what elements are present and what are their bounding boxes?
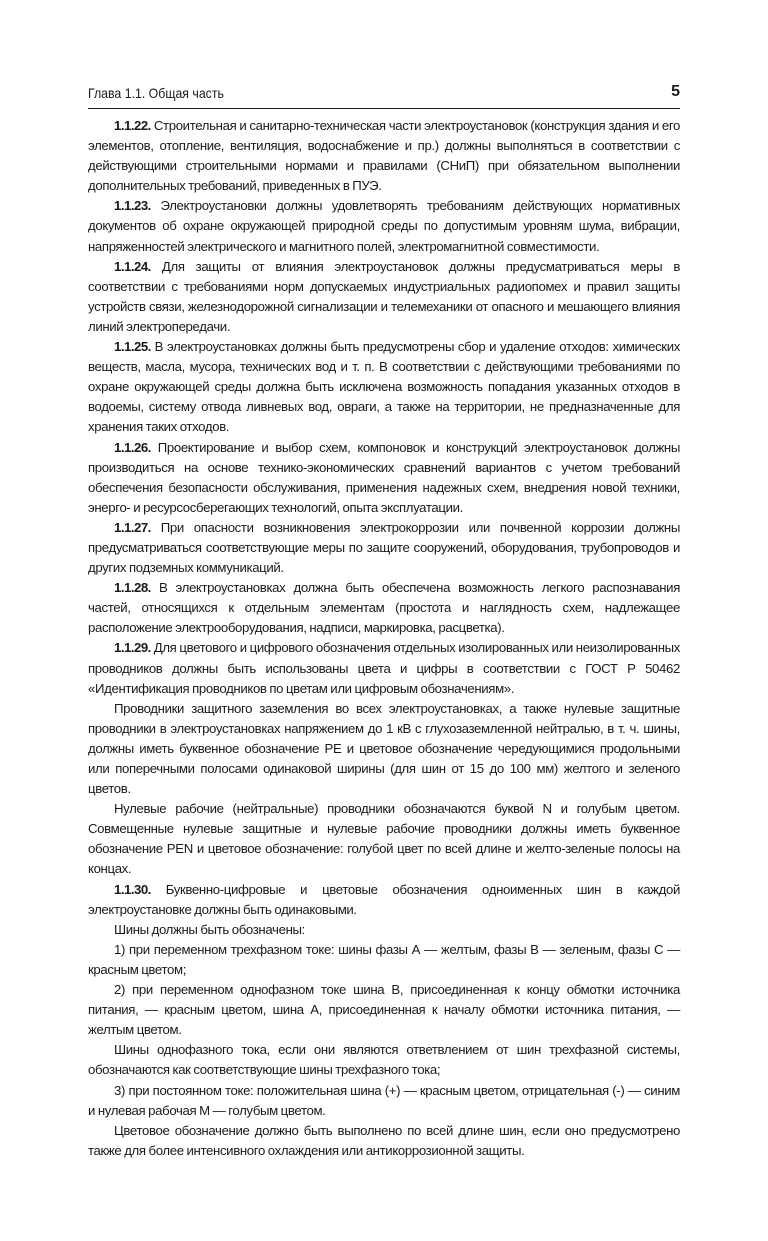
clause-number: 1.1.27. (114, 519, 151, 535)
paragraph-busbars-intro (88, 920, 680, 940)
paragraph-1-1-23 (88, 196, 680, 256)
clause-number: 1.1.23. (114, 198, 151, 214)
paragraph-text: Проектирование и выбор схем, компоновок и конструкций электроустановок должны производиться на основе технико-экономических сравнений вариантов с учетом требований обеспечения безопасности обслуживания, применения надежных схем, внедрения новой техники, энерго- и ресурсосберегающих технологий, опыта эксплуатации. (88, 439, 680, 515)
paragraph-text: Строительная и санитарно-техническая части электроустановок (конструкция здания и его элементов, отопление, вентиляция, водоснабжение и пр.) должны выполняться в соответствии с действующими строительными нормами и правилами (СНиП) при обязательном выполнении дополнительных требований, приведенных в ПУЭ. (88, 118, 680, 194)
paragraph-neutral-conductors (88, 799, 680, 879)
paragraph-text: Электроустановки должны удовлетворять требованиям действующих нормативных документов об охране окружающей природной среды по допустимым уровням шума, вибрации, напряженностей электрического и магнитного полей, электромагнитной совместимости. (88, 198, 680, 254)
page-body (88, 116, 680, 1161)
list-item-direct-current (88, 1081, 680, 1121)
paragraph-1-1-27 (88, 518, 680, 578)
paragraph-text: Шины должны быть обозначены: (114, 921, 305, 937)
paragraph-text: В электроустановках должна быть обеспечена возможность легкого распознавания частей, относящихся к отдельным элементам (простота и наглядность схем, надлежащее расположение электрооборудования, надписи, маркировка, расцветка). (88, 580, 680, 636)
clause-number: 1.1.29. (114, 640, 151, 656)
paragraph-text: 2) при переменном однофазном токе шина В, присоединенная к концу обмотки источника питания, — красным цветом, шина А, присоединенная к началу обмотки источника питания, — желтым цветом. (88, 982, 680, 1038)
paragraph-text: Проводники защитного заземления во всех электроустановках, а также нулевые защитные проводники в электроустановках напряжением до 1 кВ с глухозаземленной нейтралью, в т. ч. шины, должны иметь буквенное обозначение PE и цветовое обозначение чередующимися продольными или поперечными полосами одинаковой ширины (для шин от 15 до 100 мм) желтого и зеленого цветов. (88, 700, 680, 797)
paragraph-1-1-30 (88, 880, 680, 920)
clause-number: 1.1.28. (114, 580, 151, 596)
page-number: 5 (671, 83, 680, 100)
paragraph-1-1-29 (88, 638, 680, 698)
paragraph-text: Для защиты от влияния электроустановок должны предусматриваться меры в соответствии с требованиями норм допускаемых индустриальных радиопомех и правил защиты устройств связи, железнодорожной сигнализации и телемеханики от опасного и мешающего влияния линий электропередачи. (88, 258, 680, 334)
chapter-title: Глава 1.1. Общая часть (88, 85, 224, 101)
page-header (88, 82, 680, 109)
paragraph-text: Цветовое обозначение должно быть выполнено по всей длине шин, если оно предусмотрено также для более интенсивного охлаждения или антикоррозионной защиты. (88, 1122, 680, 1158)
clause-number: 1.1.25. (114, 339, 151, 355)
paragraph-text: В электроустановках должны быть предусмотрены сбор и удаление отходов: химических веществ, масла, мусора, технических вод и т. п. В соответствии с действующими требованиями по охране окружающей среды должна быть исключена возможность попадания указанных отходов в водоемы, систему отвода ливневых вод, овраги, а также на территории, не предназначенные для хранения таких отходов. (88, 339, 680, 435)
paragraph-text: 1) при переменном трехфазном токе: шины фазы А — желтым, фазы В — зеленым, фазы С — красным цветом; (88, 941, 680, 977)
clause-number: 1.1.26. (114, 439, 151, 455)
clause-number: 1.1.22. (114, 118, 151, 133)
paragraph-1-1-28 (88, 578, 680, 638)
paragraph-color-marking (88, 1121, 680, 1161)
paragraph-text: При опасности возникновения электрокоррозии или почвенной коррозии должны предусматриваться соответствующие меры по защите сооружений, оборудования, трубопроводов и других подземных коммуникаций. (88, 519, 680, 576)
paragraph-text: 3) при постоянном токе: положительная шина (+) — красным цветом, отрицательная (-) — синим и нулевая рабочая М — голубым цветом. (88, 1082, 680, 1118)
paragraph-text: Для цветового и цифрового обозначения отдельных изолированных или неизолированных проводников должны быть использованы цвета и цифры в соответствии с ГОСТ Р 50462 «Идентификация проводников по цветам или цифровым обозначениям». (88, 640, 680, 696)
clause-number: 1.1.30. (114, 881, 151, 897)
paragraph-single-phase-branch (88, 1040, 680, 1080)
paragraph-pe-conductors (88, 699, 680, 799)
list-item-single-phase (88, 980, 680, 1040)
paragraph-1-1-22 (88, 116, 680, 196)
paragraph-text: Буквенно-цифровые и цветовые обозначения одноименных шин в каждой электроустановке должны быть одинаковыми. (88, 881, 680, 917)
paragraph-text: Шины однофазного тока, если они являются ответвлением от шин трехфазной системы, обозначаются как соответствующие шины трехфазного тока; (88, 1042, 680, 1078)
paragraph-1-1-25 (88, 337, 680, 437)
paragraph-1-1-24 (88, 257, 680, 337)
clause-number: 1.1.24. (114, 258, 151, 274)
list-item-three-phase (88, 940, 680, 980)
paragraph-text: Нулевые рабочие (нейтральные) проводники обозначаются буквой N и голубым цветом. Совмещенные нулевые защитные и нулевые рабочие проводники должны иметь буквенное обозначение PEN и цветовое обозначение: голубой цвет по всей длине и желто-зеленые полосы на концах. (88, 801, 680, 877)
paragraph-1-1-26 (88, 438, 680, 518)
